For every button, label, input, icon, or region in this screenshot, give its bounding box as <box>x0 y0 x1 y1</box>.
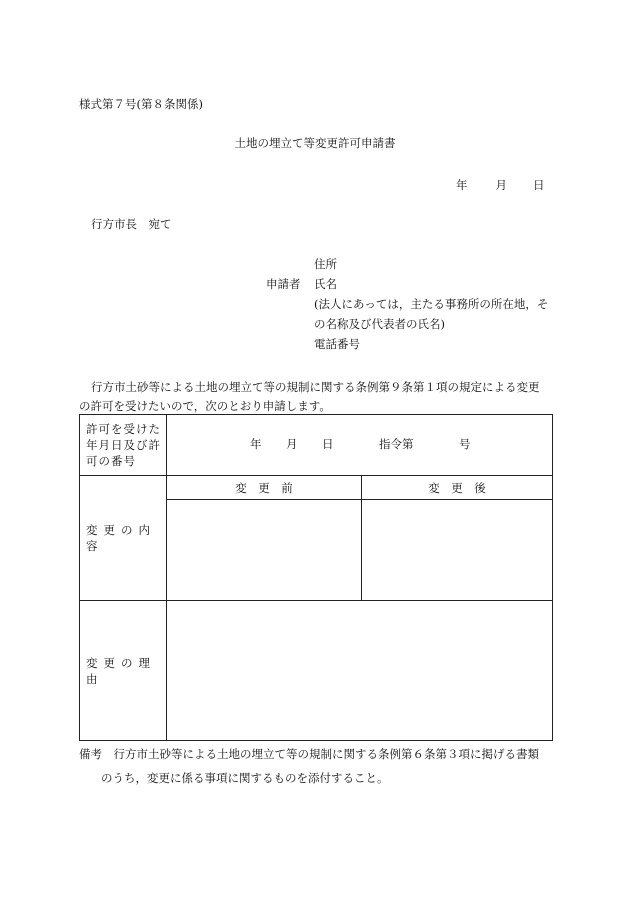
date-year: 年 <box>456 178 468 192</box>
permit-day: 日 <box>322 437 334 451</box>
date-day: 日 <box>533 178 545 192</box>
notes-line2: のうち，変更に係る事項に関するものを添付すること。 <box>101 771 389 785</box>
after-content-cell[interactable] <box>362 500 553 601</box>
statement-line1: 行方市土砂等による土地の埋立て等の規制に関する条例第９条第１項の規定による変更 <box>91 380 540 394</box>
permit-year: 年 <box>250 437 262 451</box>
corporate-note-line1: (法人にあっては，主たる事務所の所在地，そ <box>314 297 549 311</box>
date-month: 月 <box>495 178 507 192</box>
after-header: 変 更 後 <box>362 476 553 500</box>
page-title: 土地の埋立て等変更許可申請書 <box>234 136 396 150</box>
statement-line2: の許可を受けたいので，次のとおり申請します。 <box>79 399 331 413</box>
permit-row <box>80 415 553 476</box>
permit-label-line3: 可の番号 <box>86 454 136 468</box>
corporate-note-line2: の名称及び代表者の氏名) <box>314 317 445 331</box>
form-number: 様式第７号(第８条関係) <box>79 97 203 111</box>
address-label: 住所 <box>314 257 337 271</box>
permit-number-suffix: 号 <box>459 437 471 451</box>
permit-label-line2: 年月日及び許 <box>86 438 161 452</box>
phone-label: 電話番号 <box>314 337 360 351</box>
permit-label-cell <box>80 415 167 476</box>
permit-label-line1: 許可を受けた <box>86 422 161 436</box>
application-table <box>79 414 553 741</box>
reason-cell[interactable] <box>167 601 553 741</box>
notes <box>79 742 539 790</box>
reason-row <box>80 601 553 741</box>
date-line <box>456 180 545 192</box>
content-label: 変更の内容 <box>80 476 167 601</box>
before-content-cell[interactable] <box>167 500 362 601</box>
application-statement <box>79 378 554 416</box>
content-header-row <box>80 476 553 500</box>
permit-value-cell[interactable] <box>167 415 553 476</box>
permit-month: 月 <box>286 437 298 451</box>
name-label: 氏名 <box>314 277 337 291</box>
applicant-label: 申請者 <box>266 277 301 291</box>
before-header: 変 更 前 <box>167 476 362 500</box>
notes-line1: 備考 行方市土砂等による土地の埋立て等の規制に関する条例第６条第３項に掲げる書類 <box>79 747 539 761</box>
permit-directive: 指令第 <box>379 437 414 451</box>
reason-label: 変更の理由 <box>80 601 167 741</box>
addressee: 行方市長 宛て <box>91 217 172 231</box>
